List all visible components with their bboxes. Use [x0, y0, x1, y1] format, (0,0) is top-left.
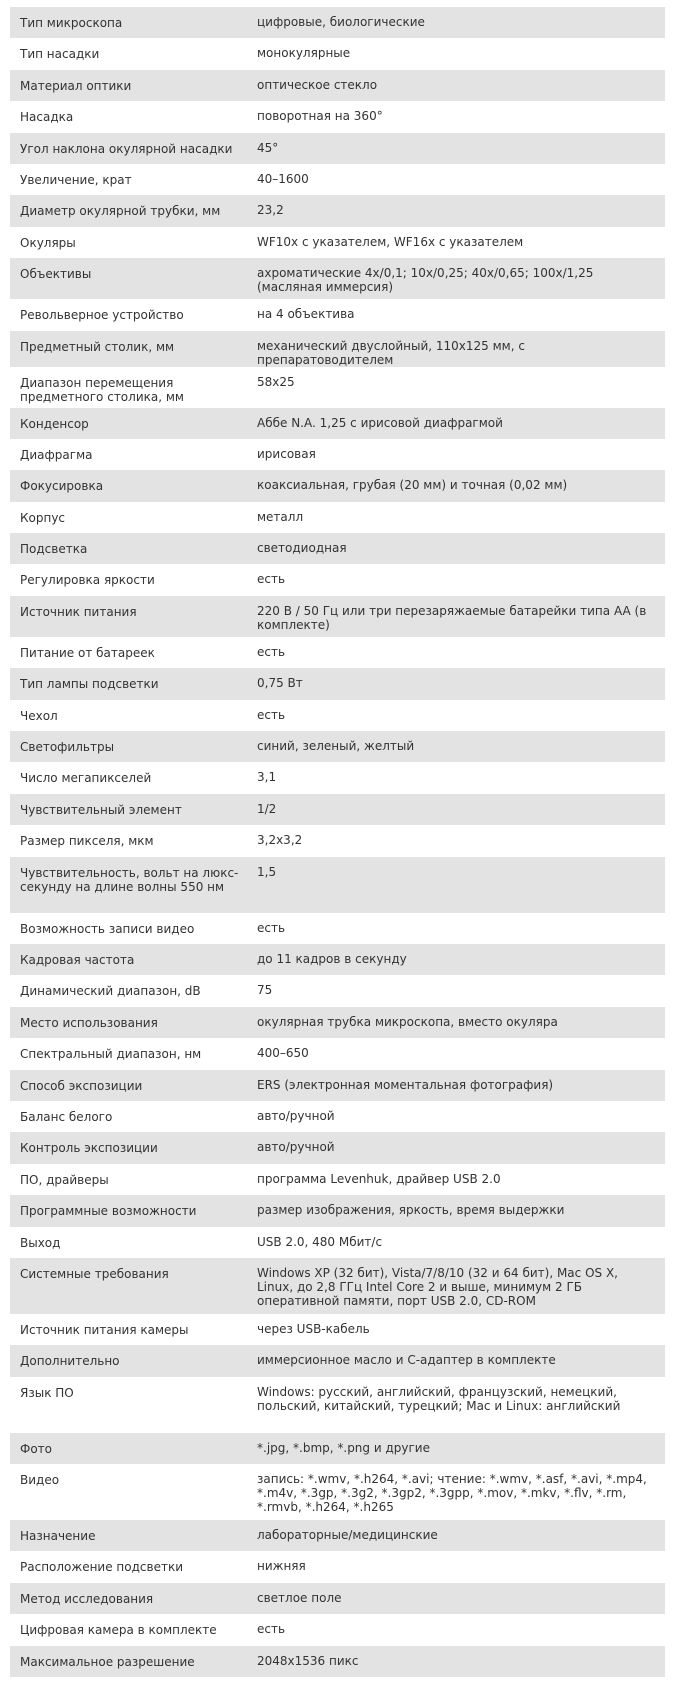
spec-row: [10, 668, 665, 699]
spec-value: механический двуслойный, 110x125 мм, с препаратоводителем: [248, 331, 665, 367]
spec-value: запись: *.wmv, *.h264, *.avi; чтение: *.wmv, *.asf, *.avi, *.mp4, *.m4v, *.3gp, *.3g2, *.3gp2, *.3gpp, *.mov, *.mkv, *.flv, *.rm, *.rmvb, *.h264, *.h265: [248, 1464, 665, 1520]
spec-row: [10, 70, 665, 101]
spec-value: светодиодная: [248, 533, 665, 564]
spec-row: [10, 700, 665, 731]
spec-row: [10, 1070, 665, 1101]
spec-value: есть: [248, 913, 665, 944]
spec-name: Подсветка: [10, 533, 248, 564]
spec-row: [10, 1038, 665, 1069]
spec-row: [10, 1377, 665, 1433]
spec-name: Системные требования: [10, 1258, 248, 1314]
spec-name: Возможность записи видео: [10, 913, 248, 944]
spec-value: 3,2x3,2: [248, 825, 665, 856]
spec-row: [10, 195, 665, 226]
spec-name: Окуляры: [10, 227, 248, 258]
spec-row: [10, 331, 665, 367]
spec-value: ахроматические 4x/0,1; 10x/0,25; 40x/0,65; 100x/1,25 (масляная иммерсия): [248, 258, 665, 299]
spec-name: Назначение: [10, 1520, 248, 1551]
spec-name: Материал оптики: [10, 70, 248, 101]
spec-row: [10, 913, 665, 944]
spec-value: Windows: русский, английский, французский, немецкий, польский, китайский, турецкий; Mac и Linux: английский: [248, 1377, 665, 1433]
spec-name: Тип микроскопа: [10, 7, 248, 38]
spec-value: на 4 объектива: [248, 299, 665, 330]
spec-name: Спектральный диапазон, нм: [10, 1038, 248, 1069]
spec-row: [10, 1464, 665, 1520]
spec-value: есть: [248, 700, 665, 731]
spec-name: Число мегапикселей: [10, 762, 248, 793]
spec-value: 2048x1536 пикс: [248, 1646, 665, 1677]
spec-value: есть: [248, 637, 665, 668]
spec-name: Язык ПО: [10, 1377, 248, 1433]
spec-value: лабораторные/медицинские: [248, 1520, 665, 1551]
spec-row: [10, 164, 665, 195]
spec-name: Динамический диапазон, dB: [10, 975, 248, 1006]
spec-value: USB 2.0, 480 Мбит/с: [248, 1227, 665, 1258]
spec-row: [10, 1195, 665, 1226]
spec-row: [10, 731, 665, 762]
spec-name: Тип насадки: [10, 38, 248, 69]
spec-row: [10, 367, 665, 408]
spec-name: Баланс белого: [10, 1101, 248, 1132]
spec-row: [10, 502, 665, 533]
spec-value: *.jpg, *.bmp, *.png и другие: [248, 1433, 665, 1464]
spec-row: [10, 1101, 665, 1132]
spec-name: Светофильтры: [10, 731, 248, 762]
spec-name: Диапазон перемещения предметного столика, мм: [10, 367, 248, 408]
spec-name: Цифровая камера в комплекте: [10, 1614, 248, 1645]
spec-value: есть: [248, 1614, 665, 1645]
spec-row: [10, 1583, 665, 1614]
spec-value: нижняя: [248, 1551, 665, 1582]
spec-value: программа Levenhuk, драйвер USB 2.0: [248, 1164, 665, 1195]
spec-row: [10, 133, 665, 164]
spec-name: Способ экспозиции: [10, 1070, 248, 1101]
spec-row: [10, 1646, 665, 1677]
spec-row: [10, 1227, 665, 1258]
spec-value: 1/2: [248, 794, 665, 825]
spec-row: [10, 1164, 665, 1195]
spec-value: авто/ручной: [248, 1101, 665, 1132]
spec-row: [10, 1258, 665, 1314]
spec-value: 220 В / 50 Гц или три перезаряжаемые батарейки типа AA (в комплекте): [248, 596, 665, 637]
spec-row: [10, 7, 665, 38]
spec-row: [10, 762, 665, 793]
spec-name: Угол наклона окулярной насадки: [10, 133, 248, 164]
spec-name: Источник питания: [10, 596, 248, 637]
spec-name: Контроль экспозиции: [10, 1132, 248, 1163]
spec-value: 45°: [248, 133, 665, 164]
spec-row: [10, 227, 665, 258]
spec-row: [10, 794, 665, 825]
spec-row: [10, 825, 665, 856]
spec-value: WF10x с указателем, WF16x с указателем: [248, 227, 665, 258]
spec-name: Фото: [10, 1433, 248, 1464]
spec-name: ПО, драйверы: [10, 1164, 248, 1195]
spec-value: Аббе N.A. 1,25 с ирисовой диафрагмой: [248, 408, 665, 439]
spec-name: Револьверное устройство: [10, 299, 248, 330]
spec-value: 1,5: [248, 857, 665, 913]
spec-value: 40–1600: [248, 164, 665, 195]
spec-value: цифровые, биологические: [248, 7, 665, 38]
spec-name: Регулировка яркости: [10, 564, 248, 595]
spec-name: Чехол: [10, 700, 248, 731]
spec-row: [10, 637, 665, 668]
spec-row: [10, 1314, 665, 1345]
spec-row: [10, 1614, 665, 1645]
spec-row: [10, 439, 665, 470]
spec-row: [10, 408, 665, 439]
spec-name: Предметный столик, мм: [10, 331, 248, 367]
spec-name: Максимальное разрешение: [10, 1646, 248, 1677]
spec-value: 400–650: [248, 1038, 665, 1069]
spec-row: [10, 101, 665, 132]
spec-row: [10, 258, 665, 299]
spec-name: Выход: [10, 1227, 248, 1258]
spec-name: Кадровая частота: [10, 944, 248, 975]
spec-name: Программные возможности: [10, 1195, 248, 1226]
spec-value: металл: [248, 502, 665, 533]
spec-name: Место использования: [10, 1007, 248, 1038]
spec-value: 3,1: [248, 762, 665, 793]
spec-value: светлое поле: [248, 1583, 665, 1614]
spec-row: [10, 1132, 665, 1163]
spec-name: Конденсор: [10, 408, 248, 439]
spec-row: [10, 1433, 665, 1464]
spec-name: Объективы: [10, 258, 248, 299]
spec-name: Питание от батареек: [10, 637, 248, 668]
spec-row: [10, 975, 665, 1006]
spec-value: через USB-кабель: [248, 1314, 665, 1345]
specifications-table: [10, 7, 665, 1677]
spec-row: [10, 596, 665, 637]
spec-name: Увеличение, крат: [10, 164, 248, 195]
spec-row: [10, 38, 665, 69]
spec-name: Метод исследования: [10, 1583, 248, 1614]
spec-value: ERS (электронная моментальная фотография): [248, 1070, 665, 1101]
spec-row: [10, 470, 665, 501]
spec-value: ирисовая: [248, 439, 665, 470]
spec-value: 0,75 Вт: [248, 668, 665, 699]
spec-name: Чувствительный элемент: [10, 794, 248, 825]
spec-value: до 11 кадров в секунду: [248, 944, 665, 975]
spec-name: Тип лампы подсветки: [10, 668, 248, 699]
spec-value: 58x25: [248, 367, 665, 408]
spec-value: оптическое стекло: [248, 70, 665, 101]
spec-value: синий, зеленый, желтый: [248, 731, 665, 762]
spec-value: иммерсионное масло и C-адаптер в комплекте: [248, 1345, 665, 1376]
spec-row: [10, 533, 665, 564]
spec-row: [10, 1520, 665, 1551]
spec-name: Видео: [10, 1464, 248, 1520]
spec-name: Фокусировка: [10, 470, 248, 501]
spec-row: [10, 944, 665, 975]
spec-value: поворотная на 360°: [248, 101, 665, 132]
spec-value: авто/ручной: [248, 1132, 665, 1163]
spec-name: Расположение подсветки: [10, 1551, 248, 1582]
spec-name: Размер пикселя, мкм: [10, 825, 248, 856]
spec-row: [10, 299, 665, 330]
spec-value: 23,2: [248, 195, 665, 226]
spec-name: Насадка: [10, 101, 248, 132]
spec-value: 75: [248, 975, 665, 1006]
spec-value: монокулярные: [248, 38, 665, 69]
spec-row: [10, 1345, 665, 1376]
spec-name: Диафрагма: [10, 439, 248, 470]
spec-name: Диаметр окулярной трубки, мм: [10, 195, 248, 226]
spec-row: [10, 1007, 665, 1038]
spec-name: Дополнительно: [10, 1345, 248, 1376]
spec-value: есть: [248, 564, 665, 595]
spec-name: Корпус: [10, 502, 248, 533]
spec-row: [10, 857, 665, 913]
spec-value: окулярная трубка микроскопа, вместо окуляра: [248, 1007, 665, 1038]
spec-row: [10, 564, 665, 595]
spec-row: [10, 1551, 665, 1582]
spec-value: размер изображения, яркость, время выдержки: [248, 1195, 665, 1226]
spec-name: Чувствительность, вольт на люкс-секунду на длине волны 550 нм: [10, 857, 248, 913]
spec-name: Источник питания камеры: [10, 1314, 248, 1345]
spec-value: Windows XP (32 бит), Vista/7/8/10 (32 и 64 бит), Mac OS X, Linux, до 2,8 ГГц Intel Core 2 и выше, минимум 2 ГБ оперативной памяти, порт USB 2.0, CD-ROM: [248, 1258, 665, 1314]
spec-value: коаксиальная, грубая (20 мм) и точная (0,02 мм): [248, 470, 665, 501]
